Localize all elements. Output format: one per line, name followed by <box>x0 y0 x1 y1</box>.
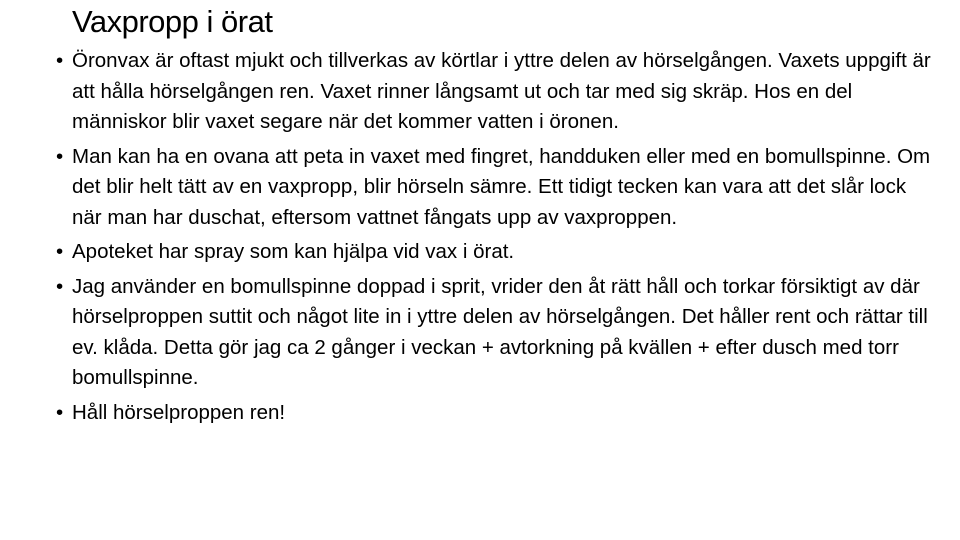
bullet-text: Apoteket har spray som kan hjälpa vid vax i örat. <box>72 240 515 263</box>
bullet-marker: • <box>56 144 64 168</box>
bullet-item <box>56 142 936 234</box>
bullet-marker: • <box>56 49 64 72</box>
bullet-text: Man kan ha en ovana att peta in vaxet med fingret, handduken eller med en bomullspinne. Om det blir helt tätt av en vaxpropp, blir hörseln sämre. Ett tidigt tecken kan vara att det slår lock när man har duschat, eftersom vattnet fångats upp av vaxproppen. <box>72 144 931 229</box>
bullet-item <box>56 398 936 429</box>
bullet-marker: • <box>56 400 64 424</box>
slide-title: Vaxpropp i örat <box>72 4 273 39</box>
bullet-text: Jag använder en bomullspinne doppad i sprit, vrider den åt rätt håll och torkar försiktigt av där hörselproppen suttit och något lite in i yttre delen av hörselgången. Det håller rent och rättar till ev. klåda. Detta gör jag ca 2 gånger i veckan + avtorkning på kvällen + efter dusch med torr bomullspinne. <box>72 274 928 389</box>
bullet-text: Håll hörselproppen ren! <box>72 400 286 424</box>
bullet-marker: • <box>56 274 64 298</box>
bullet-marker: • <box>56 240 64 263</box>
bullet-item <box>56 46 936 138</box>
bullet-item <box>56 237 936 268</box>
bullet-item <box>56 272 936 394</box>
bullet-text: Öronvax är oftast mjukt och tillverkas av körtlar i yttre delen av hörselgången. Vaxets uppgift är att hålla hörselgången ren. Vaxet rinner långsamt ut och tar med sig skräp. Hos en del människor blir vaxet segare när det kommer vatten i öronen. <box>72 49 931 133</box>
bullet-list <box>56 46 936 432</box>
